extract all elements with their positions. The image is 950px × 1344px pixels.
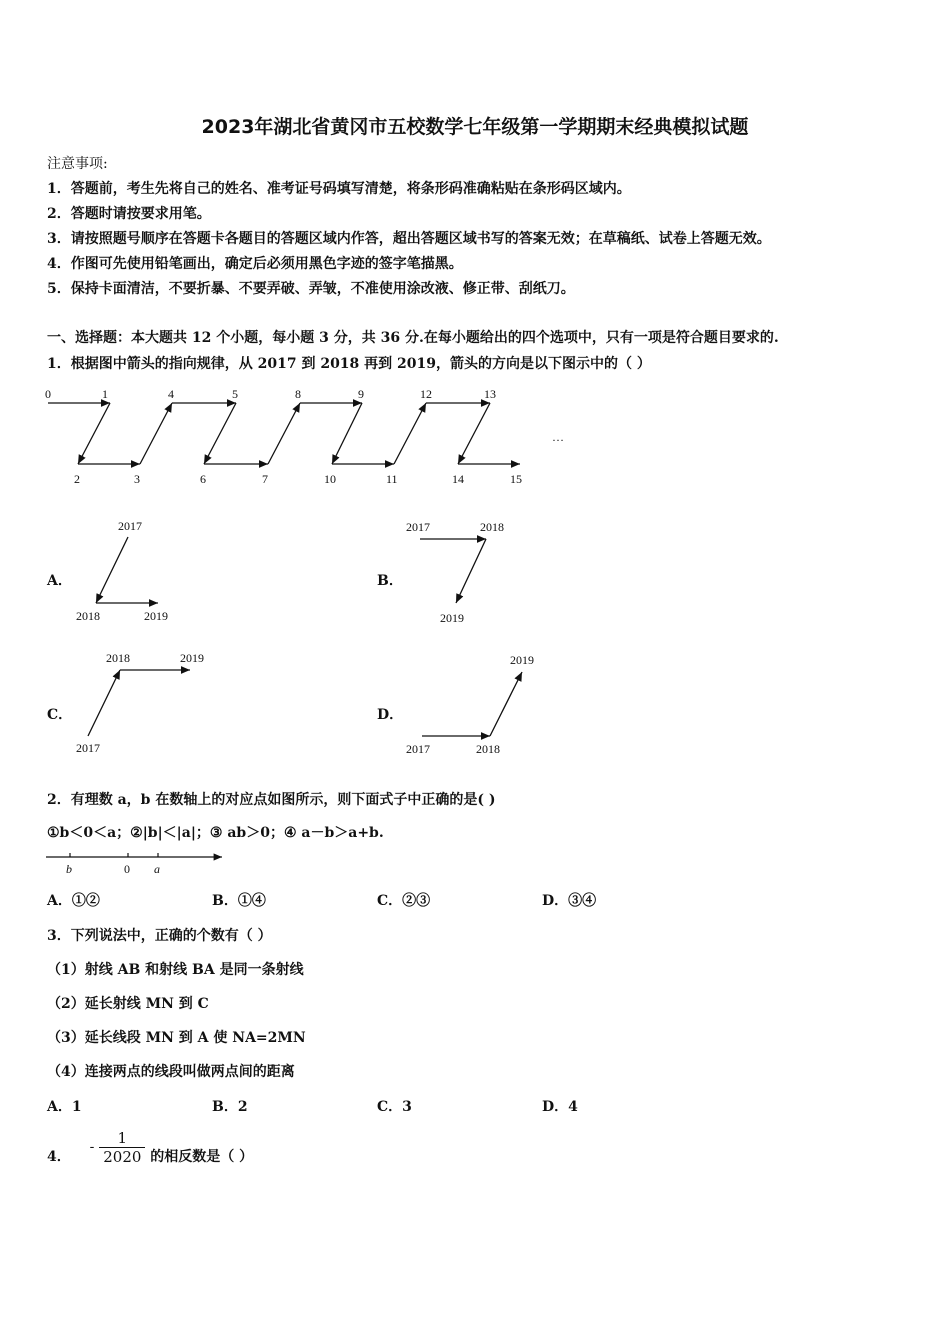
note-item-3: 3．请按照题号顺序在答题卡各题目的答题区域内作答，超出答题区域书写的答案无效；在草稿纸、试卷上答题无效。	[47, 231, 771, 247]
pattern-label: 0	[45, 387, 51, 401]
axis-label-a: a	[154, 862, 160, 876]
q3-item-3: （3）延长线段 MN 到 A 使 NA=2MN	[47, 1030, 306, 1046]
note-item-1: 1．答题前，考生先将自己的姓名、准考证号码填写清楚，将条形码准确粘贴在条形码区域内。	[47, 181, 631, 197]
label-2018: 2018	[76, 609, 100, 623]
pattern-arrows	[48, 403, 520, 464]
label-2017: 2017	[118, 519, 142, 533]
q1-option-a-figure[interactable]	[70, 515, 190, 630]
q3-stem: 3．下列说法中，正确的个数有（ ）	[47, 928, 272, 944]
q4-fraction	[99, 1129, 145, 1166]
pattern-label: 9	[358, 387, 364, 401]
label-2017: 2017	[406, 742, 430, 756]
q4-number: 4．	[47, 1149, 71, 1165]
q1-option-b-figure[interactable]	[400, 515, 530, 630]
pattern-label: 15	[510, 472, 522, 486]
label-2017: 2017	[406, 520, 430, 534]
q3-option-a[interactable]: A．1	[47, 1099, 82, 1115]
pattern-label: 10	[324, 472, 336, 486]
pattern-label: 4	[168, 387, 174, 401]
label-2019: 2019	[144, 609, 168, 623]
q2-number-line	[44, 848, 229, 878]
q2-option-d[interactable]: D．③④	[542, 893, 597, 909]
q3-item-1: （1）射线 AB 和射线 BA 是同一条射线	[47, 962, 304, 978]
pattern-label: 7	[262, 472, 268, 486]
page-title: 2023年湖北省黄冈市五校数学七年级第一学期期末经典模拟试题	[201, 116, 749, 138]
pattern-label: 8	[295, 387, 301, 401]
axis-label-0: 0	[124, 862, 130, 876]
q1-option-d-label[interactable]: D．	[377, 707, 404, 723]
q1-arrow-pattern-figure	[40, 385, 564, 490]
q4-sign: -	[89, 1139, 95, 1155]
label-2018: 2018	[480, 520, 504, 534]
pattern-label: 3	[134, 472, 140, 486]
pattern-label: 11	[386, 472, 398, 486]
q1-option-b-label[interactable]: B．	[377, 573, 403, 589]
q2-statements: ①b＜0＜a；②|b|＜|a|；③ ab＞0；④ a－b＞a+b.	[47, 825, 384, 841]
q1-option-a-label[interactable]: A．	[47, 573, 72, 589]
q1-stem: 1．根据图中箭头的指向规律，从 2017 到 2018 再到 2019，箭头的方向是以下图示中的（ ）	[47, 356, 651, 372]
pattern-label: 2	[74, 472, 80, 486]
axis-label-b: b	[66, 862, 72, 876]
note-item-4: 4．作图可先使用铅笔画出，确定后必须用黑色字迹的签字笔描黑。	[47, 256, 463, 272]
label-2018: 2018	[476, 742, 500, 756]
pattern-label: 1	[102, 387, 108, 401]
pattern-label: 13	[484, 387, 496, 401]
q4-suffix: 的相反数是（ ）	[150, 1149, 254, 1165]
q1-option-d-figure[interactable]	[400, 648, 560, 760]
q3-option-c[interactable]: C．3	[377, 1099, 412, 1115]
q2-stem: 2．有理数 a，b 在数轴上的对应点如图所示，则下面式子中正确的是( )	[47, 792, 496, 808]
q3-item-2: （2）延长射线 MN 到 C	[47, 996, 209, 1012]
note-item-2: 2．答题时请按要求用笔。	[47, 206, 211, 222]
q3-item-4: （4）连接两点的线段叫做两点间的距离	[47, 1064, 295, 1080]
section-heading: 一、选择题：本大题共 12 个小题，每小题 3 分，共 36 分.在每小题给出的四个选项中，只有一项是符合题目要求的.	[47, 330, 779, 346]
label-2019: 2019	[510, 653, 534, 667]
pattern-ellipsis: …	[552, 430, 564, 444]
pattern-label: 5	[232, 387, 238, 401]
label-2019: 2019	[180, 651, 204, 665]
note-item-5: 5．保持卡面清洁，不要折暴、不要弄破、弄皱，不准使用涂改液、修正带、刮纸刀。	[47, 281, 575, 297]
label-2019: 2019	[440, 611, 464, 625]
q3-option-b[interactable]: B．2	[212, 1099, 248, 1115]
fraction-denominator: 2020	[99, 1147, 145, 1166]
q2-option-c[interactable]: C．②③	[377, 893, 431, 909]
q4-line	[47, 1128, 253, 1166]
pattern-label: 12	[420, 387, 432, 401]
q1-option-c-figure[interactable]	[70, 648, 230, 760]
label-2018: 2018	[106, 651, 130, 665]
pattern-label: 6	[200, 472, 206, 486]
q2-option-b[interactable]: B．①④	[212, 893, 266, 909]
fraction-numerator: 1	[117, 1128, 128, 1147]
q3-option-d[interactable]: D．4	[542, 1099, 578, 1115]
q1-option-c-label[interactable]: C．	[47, 707, 73, 723]
q2-option-a[interactable]: A．①②	[47, 893, 100, 909]
label-2017: 2017	[76, 741, 100, 755]
notes-heading: 注意事项:	[47, 156, 108, 172]
pattern-label: 14	[452, 472, 464, 486]
